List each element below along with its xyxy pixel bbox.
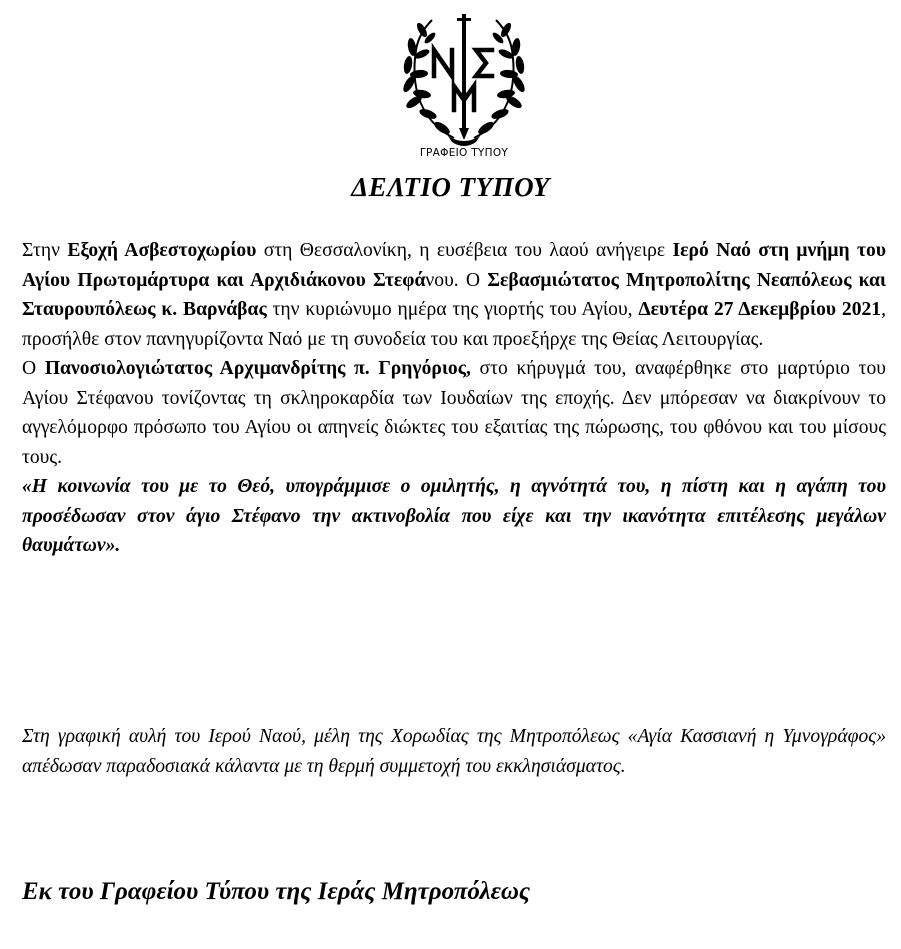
paragraph-consecration bbox=[22, 236, 886, 354]
press-release-body bbox=[22, 236, 886, 561]
paragraph-choir: Στη γραφική αυλή του Ιερού Ναού, μέλη της Χορωδίας της Μητροπόλεως «Αγία Κασσιανή η Υμνογράφος» απέδωσαν παραδοσιακά κάλαντα με τη θερμή συμμετοχή του εκκλησιάσματος. bbox=[22, 726, 886, 777]
text-run: την κυριώνυμο ημέρα της γιορτής του Αγίου, bbox=[266, 299, 639, 320]
text-run: Στην bbox=[22, 240, 68, 261]
text-run: , προσήλθε στον πανηγυρίζοντα Ναό με τη συνοδεία του και προεξήρχε της Θείας Λειτουργίας. bbox=[22, 299, 886, 350]
text-run: Ο bbox=[22, 358, 45, 379]
bold-run: Ιερό Ναό στη μνήμη του Αγίου Πρωτομάρτυρα και Αρχιδιάκονου Στεφά bbox=[22, 240, 886, 291]
text-run: στο κήρυγμά του, αναφέρθηκε στο μαρτύριο του Αγίου Στέφανου τονίζοντας τη σκληροκαρδία των Ιουδαίων της εποχής. Δεν μπόρεσαν να διακρίνουν το αγγελόμορφο πρόσωπο του Αγίου οι απηνείς διώκτες του εξαιτίας της πώρωσης, του φθόνου και του μίσους τους. bbox=[22, 358, 886, 468]
laurel-wreath-icon bbox=[402, 10, 526, 150]
bold-run: Σεβασμιώτατος Μητροπολίτης Νεαπόλεως και Σταυρουπόλεως κ. Βαρνάβας bbox=[22, 269, 886, 320]
metropolis-emblem bbox=[402, 10, 526, 164]
paragraph-sermon bbox=[22, 354, 886, 472]
bold-run: Δευτέρα 27 Δεκεμβρίου 2021 bbox=[638, 299, 882, 320]
press-office-caption: ΓΡΑΦΕΙΟ ΤΥΠΟΥ bbox=[419, 147, 509, 159]
signature-line: Εκ του Γραφείου Τύπου της Ιεράς Μητροπόλεως bbox=[22, 878, 531, 905]
page-title: ΔΕΛΤΙΟ ΤΥΠΟΥ bbox=[351, 172, 550, 202]
text-run: νου. Ο bbox=[425, 269, 488, 291]
bold-run: Πανοσιολογιώτατος Αρχιμανδρίτης π. Γρηγόριος, bbox=[44, 358, 471, 379]
text-run: στη Θεσσαλονίκη, η ευσέβεια του λαού ανήγειρε bbox=[256, 240, 673, 261]
sermon-quote: «Η κοινωνία του με το Θεό, υπογράμμισε ο ομιλητής, η αγνότητά του, η πίστη και η αγάπη του προσέδωσαν στον άγιο Στέφανο την ακτινοβολία που είχε και την ικανότητα επιτέλεσης μεγάλων θαυμάτων». bbox=[22, 476, 886, 556]
bold-run: Εξοχή Ασβεστοχωρίου bbox=[67, 240, 257, 261]
